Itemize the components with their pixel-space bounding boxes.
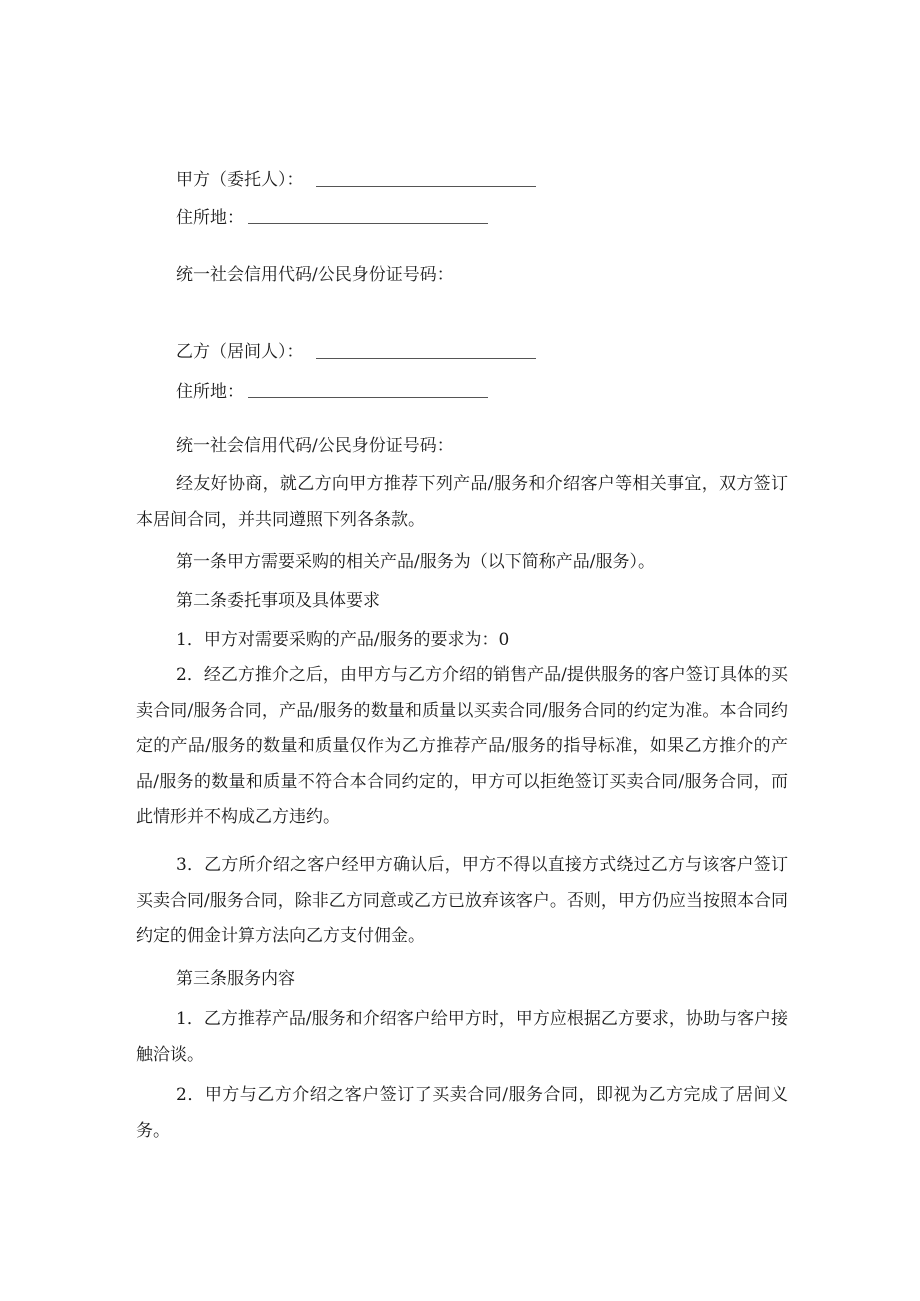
article-1: 第一条甲方需要采购的相关产品/服务为（以下简称产品/服务）。 [176,552,655,572]
party-a-address-label: 住所地： [176,208,244,228]
article-3-item-2: 2．甲方与乙方介绍之客户签订了买卖合同/服务合同，即视为乙方完成了居间义务。 [136,1085,788,1141]
article-2-item-3: 3．乙方所介绍之客户经甲方确认后，甲方不得以直接方式绕过乙方与该客户签订买卖合同/服务合同，除非乙方同意或乙方已放弃该客户。否则，甲方仍应当按照本合同约定的佣金计算方法向乙方支付佣金。 [136,855,788,946]
party-b-id-label: 统一社会信用代码/公民身份证号码： [176,436,454,456]
party-a-blank [316,186,536,187]
article-2-title: 第二条委托事项及具体要求 [176,591,380,611]
party-b-address-blank [248,397,488,398]
party-b-label: 乙方（居间人）： [176,342,304,362]
article-2-item-1: 1．甲方对需要采购的产品/服务的要求为：0 [176,630,510,650]
article-3-item-1: 1．乙方推荐产品/服务和介绍客户给甲方时，甲方应根据乙方要求，协助与客户接触洽谈。 [136,1009,788,1065]
party-a-address-blank [248,223,488,224]
party-a-id-label: 统一社会信用代码/公民身份证号码： [176,265,454,285]
intro-paragraph: 经友好协商，就乙方向甲方推荐下列产品/服务和介绍客户等相关事宜，双方签订本居间合同，并共同遵照下列各条款。 [136,474,788,530]
article-2-item-2: 2．经乙方推介之后，由甲方与乙方介绍的销售产品/提供服务的客户签订具体的买卖合同/服务合同，产品/服务的数量和质量以买卖合同/服务合同的约定为准。本合同约定的产品/服务的数量和质量仅作为乙方推荐产品/服务的指导标准，如果乙方推介的产品/服务的数量和质量不符合本合同约定的，甲方可以拒绝签订买卖合同/服务合同，而此情形并不构成乙方违约。 [136,665,788,827]
party-b-blank [316,358,536,359]
party-a-label: 甲方（委托人）： [176,170,304,190]
article-3-title: 第三条服务内容 [176,969,295,989]
party-b-address-label: 住所地： [176,382,244,402]
